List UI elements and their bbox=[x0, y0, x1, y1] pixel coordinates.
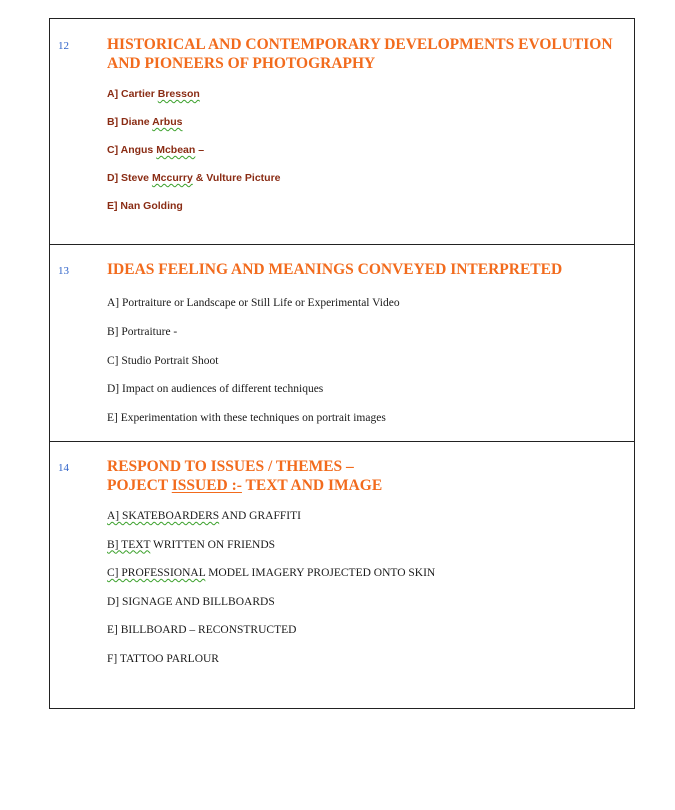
item-list bbox=[107, 510, 435, 682]
section-title-line: AND PIONEERS OF PHOTOGRAPHY bbox=[107, 55, 376, 72]
list-item: C] PROFESSIONAL MODEL IMAGERY PROJECTED ONTO SKIN bbox=[107, 567, 436, 580]
section-number: 14 bbox=[58, 462, 69, 474]
list-item: D] Impact on audiences of different techniques bbox=[107, 383, 324, 396]
section-row-14 bbox=[50, 441, 634, 710]
list-item: A] SKATEBOARDERS AND GRAFFITI bbox=[107, 510, 301, 522]
list-item: E] Experimentation with these techniques on portrait images bbox=[107, 412, 386, 425]
section-title bbox=[107, 35, 613, 73]
section-title bbox=[107, 457, 382, 495]
list-item: C] Angus Mcbean – bbox=[107, 144, 205, 156]
section-row-12 bbox=[50, 19, 634, 244]
list-item: B] Portraiture - bbox=[107, 325, 178, 338]
list-item: D] Steve Mccurry & Vulture Picture bbox=[107, 172, 281, 184]
list-item: E] BILLBOARD – RECONSTRUCTED bbox=[107, 624, 297, 637]
list-item: D] SIGNAGE AND BILLBOARDS bbox=[107, 595, 275, 608]
section-title-line: POJECT ISSUED :- TEXT AND IMAGE bbox=[107, 477, 383, 494]
section-number: 13 bbox=[58, 265, 69, 277]
section-row-13 bbox=[50, 244, 634, 442]
list-item: C] Studio Portrait Shoot bbox=[107, 354, 219, 367]
section-title bbox=[107, 260, 562, 279]
content-table bbox=[49, 18, 635, 709]
section-title-line: IDEAS FEELING AND MEANINGS CONVEYED INTERPRETED bbox=[107, 261, 563, 278]
list-item: A] Portraiture or Landscape or Still Life or Experimental Video bbox=[107, 297, 400, 309]
list-item: A] Cartier Bresson bbox=[107, 88, 200, 100]
section-number: 12 bbox=[58, 40, 69, 52]
item-list bbox=[107, 297, 400, 441]
list-item: B] Diane Arbus bbox=[107, 116, 183, 128]
list-item: B] TEXT WRITTEN ON FRIENDS bbox=[107, 538, 276, 551]
list-item: E] Nan Golding bbox=[107, 200, 183, 212]
section-title-line: HISTORICAL AND CONTEMPORARY DEVELOPMENTS EVOLUTION bbox=[107, 36, 613, 53]
section-title-line: RESPOND TO ISSUES / THEMES – bbox=[107, 458, 354, 475]
list-item: F] TATTOO PARLOUR bbox=[107, 652, 219, 665]
item-list bbox=[107, 88, 281, 228]
